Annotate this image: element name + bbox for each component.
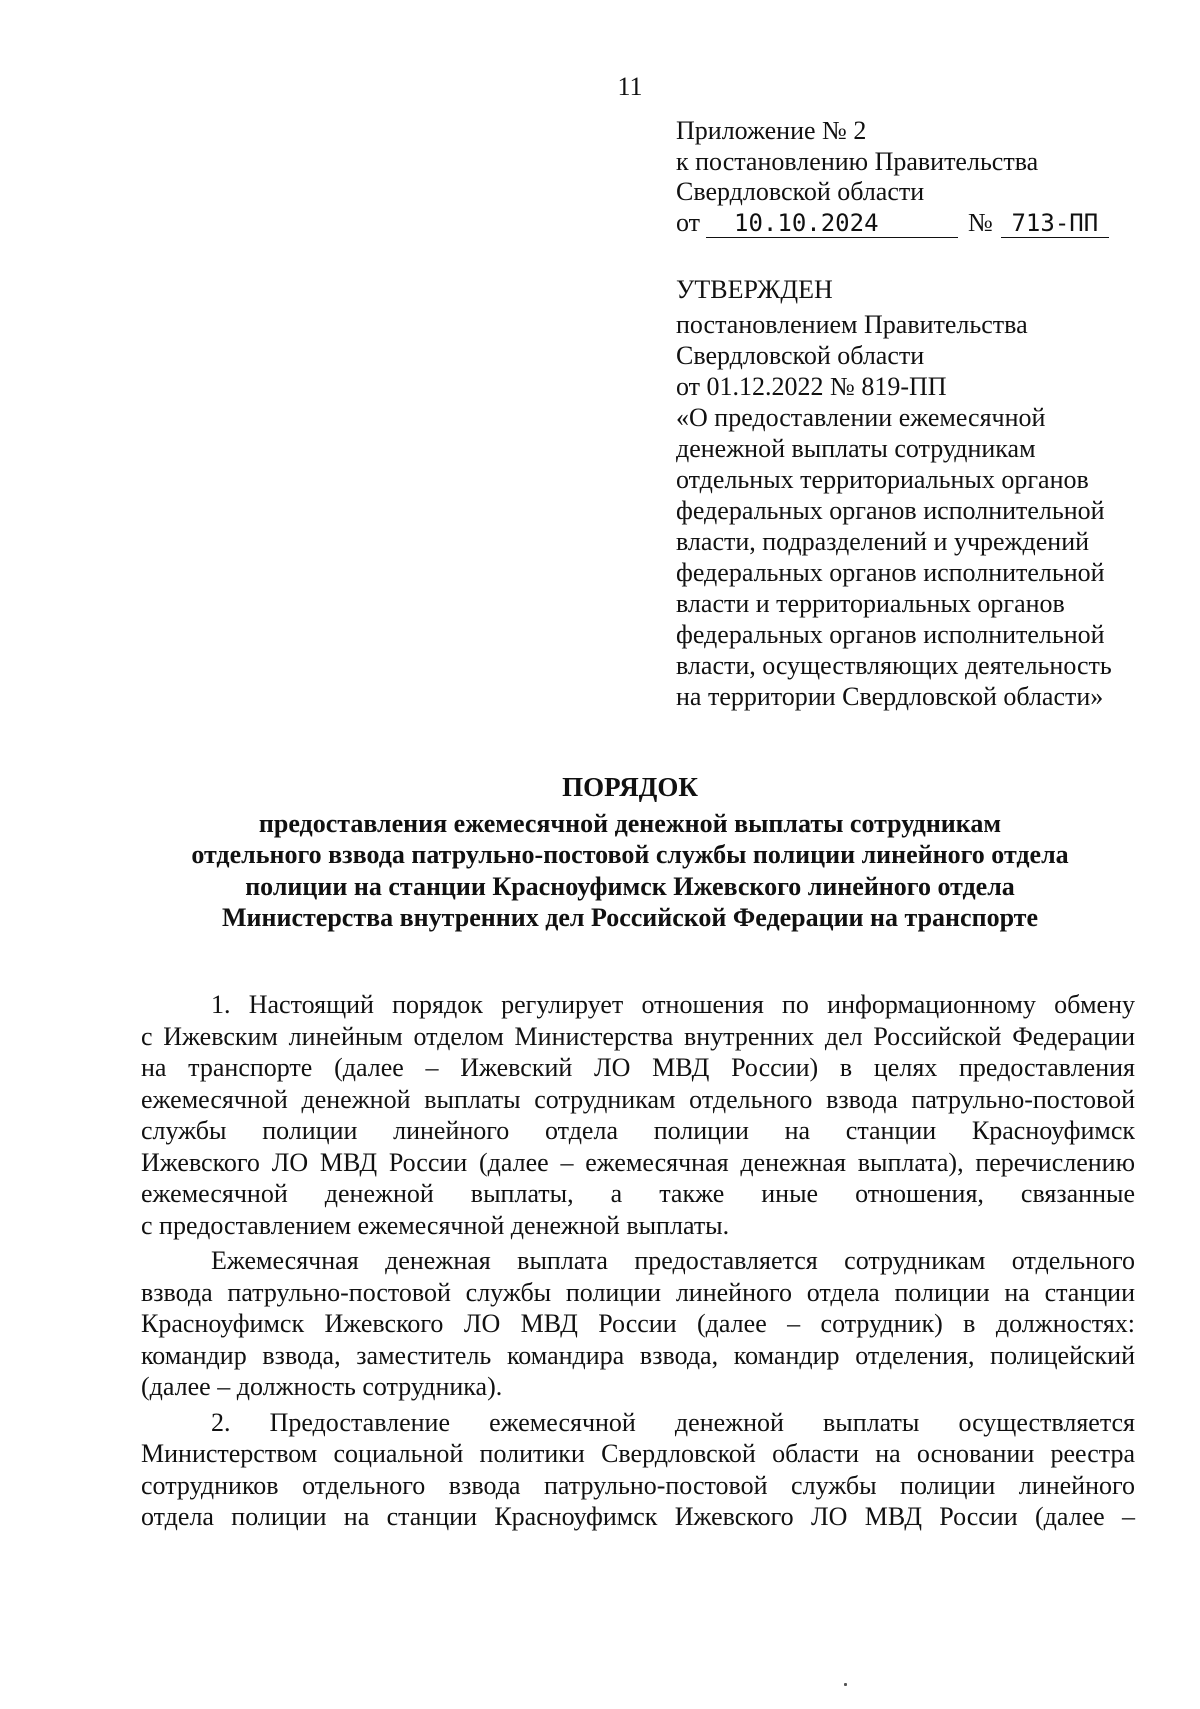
paragraph-line: 1. Настоящий порядок регулирует отношения по информационному обмену xyxy=(211,990,1135,1019)
approved-line: «О предоставлении ежемесячной xyxy=(676,403,1046,432)
paragraph-line: службы полиции линейного отдела полиции на станции Красноуфимск xyxy=(141,1116,1135,1145)
paragraph-line: взвода патрульно-постовой службы полиции линейного отдела полиции на станции xyxy=(141,1277,1135,1307)
appendix-line: Приложение № 2 xyxy=(676,116,867,145)
approved-line: федеральных органов исполнительной xyxy=(676,558,1105,587)
approved-line: от 01.12.2022 № 819-ПП xyxy=(676,372,947,401)
approved-lines xyxy=(676,309,1146,712)
document-title xyxy=(130,772,1130,934)
paragraph-line: ежемесячной денежной выплаты, а также иные отношения, связанные xyxy=(141,1179,1135,1208)
page-number: 11 xyxy=(617,72,643,101)
appendix-line: Свердловской области xyxy=(676,177,925,206)
paragraph-line: Красноуфимск Ижевского ЛО МВД России (далее – сотрудник) в должностях: xyxy=(141,1309,1135,1338)
paragraph-line: 2. Предоставление ежемесячной денежной выплаты осуществляется xyxy=(211,1407,1135,1437)
paragraph-line: с предоставлением ежемесячной денежной выплаты. xyxy=(141,1210,730,1240)
approved-line: денежной выплаты сотрудникам xyxy=(676,434,1036,463)
approved-line: федеральных органов исполнительной xyxy=(676,496,1105,525)
approved-line: на территории Свердловской области» xyxy=(676,682,1104,711)
title-main: ПОРЯДОК xyxy=(562,772,698,802)
paragraph-line: Ежемесячная денежная выплата предоставляется сотрудникам отдельного xyxy=(211,1246,1135,1275)
approved-block xyxy=(676,274,1146,712)
approved-line: отдельных территориальных органов xyxy=(676,465,1089,494)
appendix-block xyxy=(676,116,1136,238)
title-line: предоставления ежемесячной денежной выплаты сотрудникам xyxy=(258,808,1002,838)
paragraph-line: сотрудников отдельного взвода патрульно-постовой службы полиции линейного xyxy=(141,1470,1135,1500)
title-line: Министерства внутренних дел Российской Федерации на транспорте xyxy=(222,903,1038,932)
scan-speck xyxy=(844,1683,847,1686)
approved-line: постановлением Правительства xyxy=(676,310,1028,339)
title-line: полиции на станции Красноуфимск Ижевского линейного отдела xyxy=(245,871,1015,901)
number-label: № xyxy=(968,207,993,237)
paragraph-3 xyxy=(141,1407,1135,1533)
paragraph-line: командир взвода, заместитель командира взвода, командир отделения, полицейский xyxy=(141,1340,1135,1370)
title-line: отдельного взвода патрульно-постовой службы полиции линейного отдела xyxy=(191,840,1069,869)
appendix-line: к постановлению Правительства xyxy=(676,146,1039,176)
registration-date: 10.10.2024 xyxy=(706,209,958,238)
document-body xyxy=(141,989,1135,1533)
registration-number: 713-ПП xyxy=(1001,209,1109,238)
paragraph-line: Ижевского ЛО МВД России (далее – ежемесячная денежная выплата), перечислению xyxy=(141,1147,1135,1177)
paragraph-line: на транспорте (далее – Ижевский ЛО МВД России) в целях предоставления xyxy=(141,1053,1135,1082)
paragraph-line: с Ижевским линейным отделом Министерства внутренних дел Российской Федерации xyxy=(141,1021,1135,1051)
paragraph-line: (далее – должность сотрудника). xyxy=(141,1372,503,1401)
paragraph-2 xyxy=(141,1245,1135,1403)
paragraph-1 xyxy=(141,989,1135,1241)
approved-line: Свердловской области xyxy=(676,341,925,370)
paragraph-line: отдела полиции на станции Красноуфимск Ижевского ЛО МВД России (далее – xyxy=(141,1502,1135,1531)
registration-line xyxy=(676,208,1136,239)
approved-line: власти и территориальных органов xyxy=(676,589,1065,618)
approved-line: власти, подразделений и учреждений xyxy=(676,527,1090,556)
approved-line: федеральных органов исполнительной xyxy=(676,620,1105,649)
approved-heading: УТВЕРЖДЕН xyxy=(676,275,833,304)
paragraph-line: Министерством социальной политики Свердловской области на основании реестра xyxy=(141,1439,1135,1468)
paragraph-line: ежемесячной денежной выплаты сотрудникам отдельного взвода патрульно-постовой xyxy=(141,1084,1135,1114)
approved-line: власти, осуществляющих деятельность xyxy=(676,651,1112,680)
title-subtitle xyxy=(130,808,1130,934)
from-label: от xyxy=(676,207,701,237)
